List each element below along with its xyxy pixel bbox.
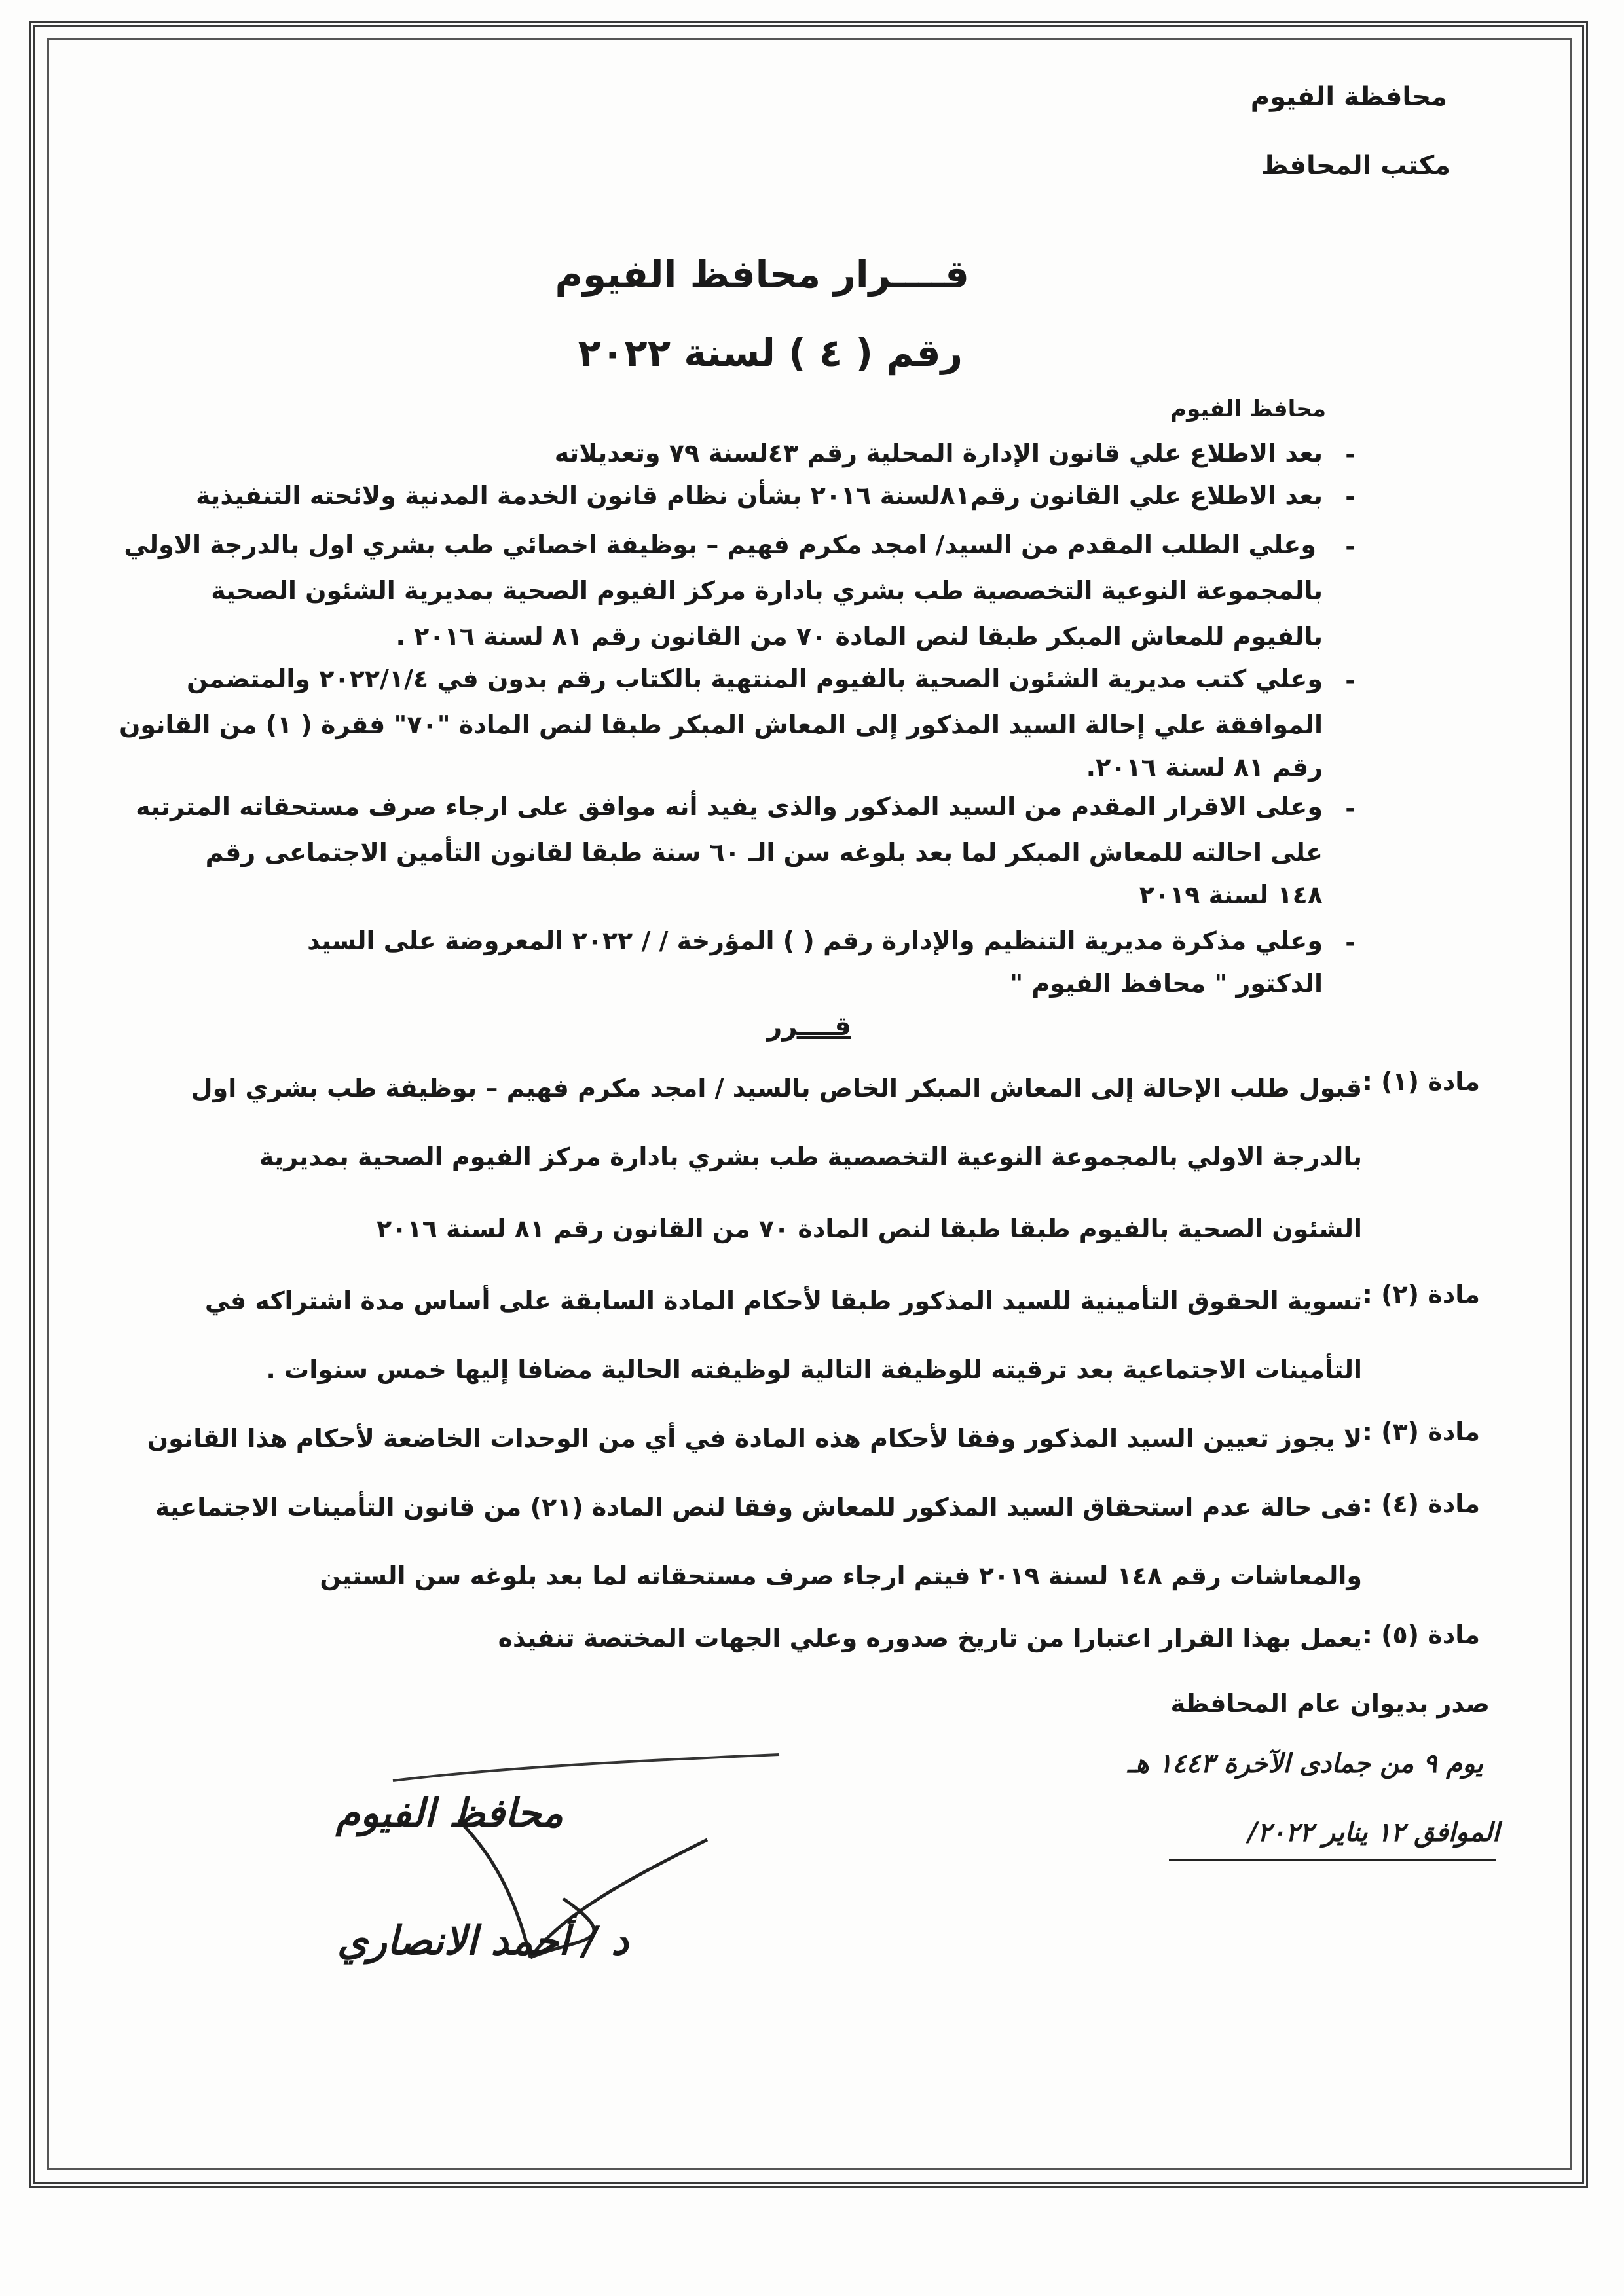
issued-at-label: صدر بديوان عام المحافظة	[1170, 1689, 1490, 1718]
article-line: يعمل بهذا القرار اعتبارا من تاريخ صدوره وعلي الجهات المختصة تنفيذه	[498, 1624, 1362, 1652]
article-line: بالدرجة الاولي بالمجموعة النوعية التخصصية طب بشري بادارة مركز الفيوم الصحية بمديرية	[259, 1142, 1362, 1171]
preamble-line: على احالته للمعاش المبكر لما بعد بلوغه سن الـ ٦٠ سنة طبقا لقانون التأمين الاجتماعى رقم	[205, 838, 1323, 867]
bullet-dash: -	[1345, 440, 1356, 469]
article-line: تسوية الحقوق التأمينية للسيد المذكور طبقا لأحكام المادة السابقة على أساس مدة اشتراكه في	[204, 1286, 1362, 1315]
bullet-dash: -	[1345, 483, 1356, 511]
preamble-line: رقم ٨١ لسنة ٢٠١٦.	[1086, 753, 1323, 782]
article-line: فى حالة عدم استحقاق السيد المذكور للمعاش وفقا لنص المادة (٢١) من قانون التأمينات الاجتماعية	[155, 1493, 1362, 1522]
preamble-line: بالفيوم للمعاش المبكر طبقا لنص المادة ٧٠ من القانون رقم ٨١ لسنة ٢٠١٦ .	[396, 622, 1323, 651]
article-line: الشئون الصحية بالفيوم طبقا طبقا لنص المادة ٧٠ من القانون رقم ٨١ لسنة ٢٠١٦	[377, 1214, 1362, 1243]
article-line: التأمينات الاجتماعية بعد ترقيته للوظيفة التالية لوظيفته الحالية مضافا إليها خمس سنوات .	[266, 1355, 1362, 1384]
bullet-dash: -	[1345, 532, 1356, 561]
preamble-line: بعد الاطلاع علي قانون الإدارة المحلية رقم ٤٣لسنة ٧٩ وتعديلاته	[554, 439, 1323, 467]
decree-title: قــــرار محافظ الفيوم	[555, 252, 969, 297]
article-label: مادة (٤) :	[1362, 1489, 1480, 1518]
article-label: مادة (١) :	[1362, 1067, 1480, 1096]
governorate-label: محافظة الفيوم	[1250, 82, 1447, 112]
preamble-line: ١٤٨ لسنة ٢٠١٩	[1139, 881, 1323, 909]
bullet-dash: -	[1345, 666, 1356, 695]
article-line: لا يجوز تعيين السيد المذكور وفقا لأحكام هذه المادة في أي من الوحدات الخاضعة لأحكام هذا القانون	[147, 1424, 1362, 1453]
issuer-label: محافظ الفيوم	[1170, 396, 1326, 422]
preamble-line: بالمجموعة النوعية التخصصية طب بشري بادارة مركز الفيوم الصحية بمديرية الشئون الصحية	[211, 576, 1323, 605]
preamble-line: بعد الاطلاع علي القانون رقم٨١لسنة ٢٠١٦ بشأن نظام قانون الخدمة المدنية ولائحته التنفيذية	[196, 481, 1323, 510]
article-line: والمعاشات رقم ١٤٨ لسنة ٢٠١٩ فيتم ارجاء صرف مستحقاته لما بعد بلوغه سن الستين	[320, 1561, 1362, 1590]
preamble-line: وعلى الاقرار المقدم من السيد المذكور والذى يفيد أنه موافق على ارجاء صرف مستحقاته المترتبه	[136, 792, 1323, 821]
article-label: مادة (٣) :	[1362, 1417, 1480, 1446]
hijri-date: يوم ٩ من جمادى الآخرة ١٤٤٣ هـ	[1127, 1748, 1483, 1779]
decision-heading: قــــرر	[767, 1011, 851, 1042]
office-label: مكتب المحافظ	[1261, 151, 1450, 181]
gregorian-date: الموافق ١٢ يناير ٢٠٢٢/	[1247, 1817, 1500, 1848]
bullet-dash: -	[1345, 794, 1356, 823]
preamble-line: الدكتور " محافظ الفيوم "	[1010, 969, 1323, 998]
bullet-dash: -	[1345, 928, 1356, 957]
signatory-name: د / أحمد الانصاري	[337, 1918, 629, 1964]
preamble-line: وعلي مذكرة مديرية التنظيم والإدارة رقم ( ) المؤرخة / / ٢٠٢٢ المعروضة على السيد	[307, 926, 1323, 955]
preamble-line: وعلي كتب مديرية الشئون الصحية بالفيوم المنتهية بالكتاب رقم بدون في ٢٠٢٢/١/٤ والمتضمن	[187, 665, 1323, 693]
preamble-line: الموافقة علي إحالة السيد المذكور إلى المعاش المبكر طبقا لنص المادة "٧٠" فقرة ( ١) من القانون	[119, 710, 1323, 739]
article-line: قبول طلب الإحالة إلى المعاش المبكر الخاص بالسيد / امجد مكرم فهيم – بوظيفة طب بشري اول	[191, 1074, 1362, 1102]
date-underline	[1169, 1859, 1496, 1861]
signatory-title: محافظ الفيوم	[335, 1791, 563, 1836]
article-label: مادة (٥) :	[1362, 1620, 1480, 1649]
preamble-line: وعلي الطلب المقدم من السيد/ امجد مكرم فهيم – بوظيفة اخصائي طب بشري اول بالدرجة الاولي	[124, 530, 1316, 559]
article-label: مادة (٢) :	[1362, 1280, 1480, 1309]
decree-number: رقم ( ٤ ) لسنة ٢٠٢٢	[578, 331, 963, 375]
